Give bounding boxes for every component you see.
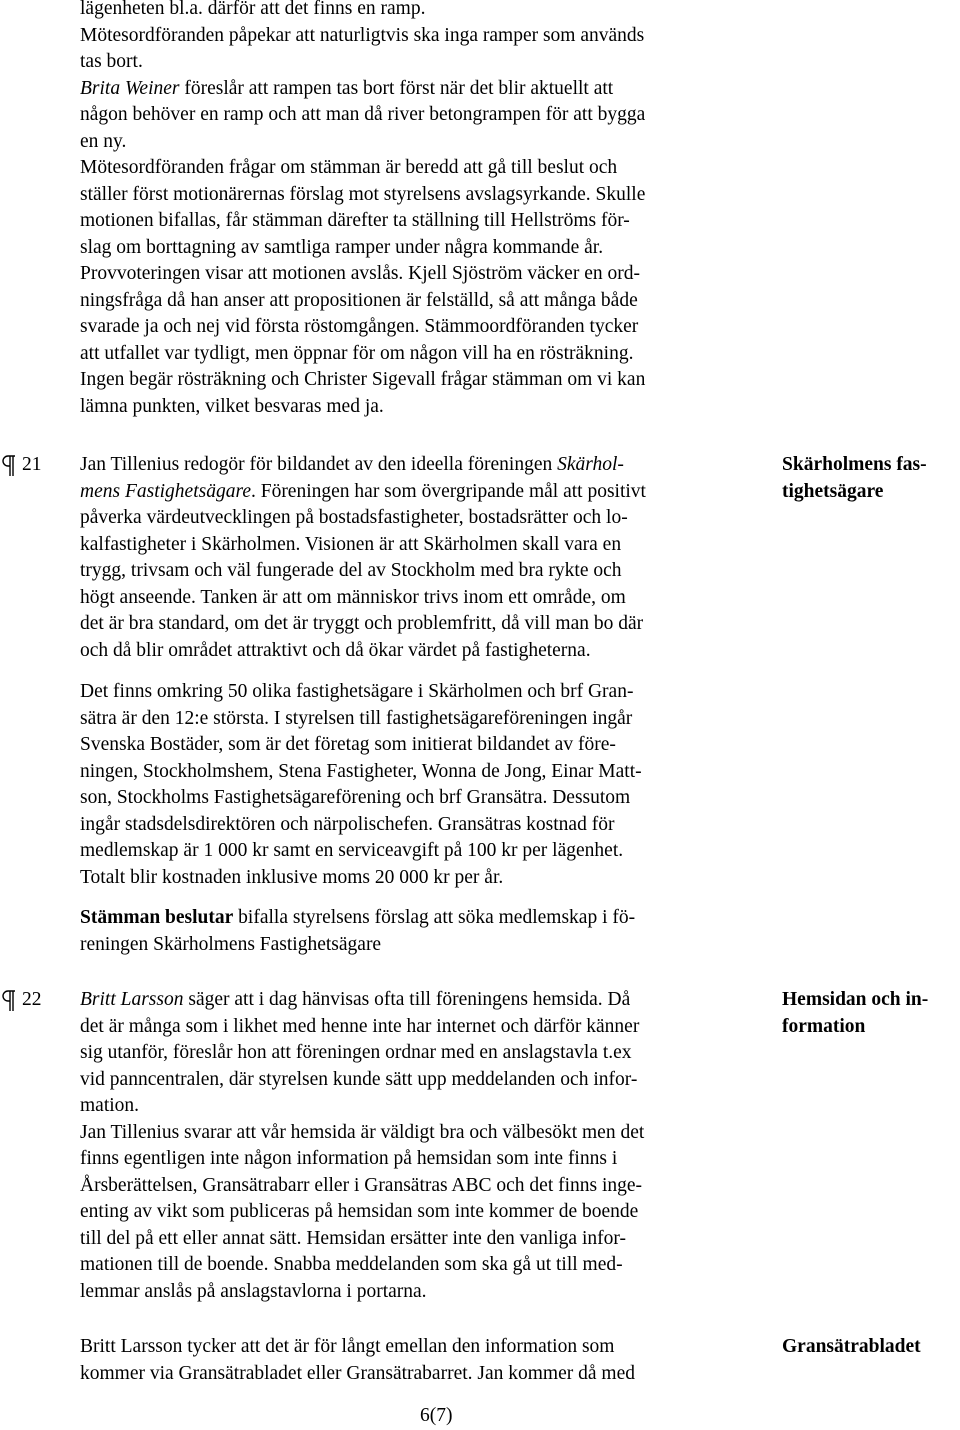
- text-line: lemmar anslås på anslagstavlorna i portarna.: [80, 1280, 427, 1302]
- section-heading-22: [782, 987, 928, 1040]
- text-line: ställer först motionärernas förslag mot styrelsens avslagsyrkande. Skulle: [80, 183, 646, 205]
- pilcrow-icon: [2, 455, 16, 477]
- text-line: Mötesordföranden frågar om stämman är beredd att gå till beslut och: [80, 157, 618, 178]
- text-line: det är bra standard, om det är tryggt och problemfritt, då vill man bo där: [80, 613, 644, 634]
- text-line: kommer via Gransätrabladet eller Gransätrabarret. Jan kommer då med: [80, 1362, 635, 1384]
- text-line: Brita Weiner föreslår att rampen tas bort först när det blir aktuellt att: [80, 77, 614, 99]
- text-line: medlemskap är 1 000 kr samt en serviceavgift på 100 kr per lägenhet.: [80, 840, 624, 861]
- text-line: Jan Tillenius redogör för bildandet av den ideella föreningen Skärhol-: [80, 454, 624, 475]
- text-line: Jan Tillenius svarar att vår hemsida är väldigt bra och välbesökt men det: [80, 1121, 645, 1143]
- text-line: kalfastigheter i Skärholmen. Visionen är att Skärholmen skall vara en: [80, 533, 622, 555]
- section-heading-21-line-2: tighetsägare: [782, 480, 884, 502]
- text-line: trygg, trivsam och väl fungerade del av Stockholm med bra rykte och: [80, 560, 622, 581]
- text-line: Svenska Bostäder, som är det företag som initierat bildandet av före-: [80, 734, 616, 755]
- text-line: svarade ja och nej vid första röstomgången. Stämmoordföranden tycker: [80, 316, 639, 337]
- text-line: Britt Larsson säger att i dag hänvisas ofta till föreningens hemsida. Då: [80, 989, 631, 1010]
- text-line: Provvoteringen visar att motionen avslås. Kjell Sjöström väcker en ord-: [80, 263, 640, 284]
- pilcrow-icon: [2, 990, 16, 1012]
- text-line: Årsberättelsen, Gransätrabarr eller i Gransätras ABC och det finns inge-: [80, 1174, 643, 1196]
- section-number-22: 22: [22, 989, 42, 1010]
- text-line: Det finns omkring 50 olika fastighetsägare i Skärholmen och brf Gran-: [80, 681, 634, 702]
- text-line: att utfallet var tydligt, men öppnar för om någon vill ha en rösträkning.: [80, 342, 634, 364]
- text-line: sig utanför, föreslår hon att föreningen ordnar med en anslagstavla t.ex: [80, 1042, 632, 1063]
- text-line: lägenheten bl.a. därför att det finns en ramp.: [80, 0, 426, 19]
- text-line: Mötesordföranden påpekar att naturligtvis ska inga ramper som används: [80, 24, 645, 46]
- text-line: mation.: [80, 1095, 140, 1116]
- section-number-21: 21: [22, 454, 42, 475]
- text-line: och då blir området attraktivt och då ökar värdet på fastigheterna.: [80, 639, 591, 661]
- sub-heading-gransatrabladet: Gransätrabladet: [782, 1336, 921, 1357]
- text-line: son, Stockholms Fastighetsägareförening och brf Gransätra. Dessutom: [80, 787, 631, 808]
- section-heading-22-line-1: Hemsidan och in-: [782, 989, 929, 1010]
- section-heading-22-line-2: formation: [782, 1015, 866, 1037]
- text-line: påverka värdeutvecklingen på bostadsfastigheter, bostadsrätter och lo-: [80, 507, 628, 528]
- section-heading-21: [782, 452, 927, 505]
- text-line: Britt Larsson tycker att det är för långt emellan den information som: [80, 1336, 615, 1357]
- section-heading-21-line-1: Skärholmens fas-: [782, 454, 927, 475]
- text-line: mationen till de boende. Snabba meddelanden som ska gå ut till med-: [80, 1254, 623, 1275]
- text-line: enting av vikt som publiceras på hemsidan som inte kommer de boende: [80, 1201, 639, 1222]
- text-line: ingår stadsdelsdirektören och närpolischefen. Gransätras kostnad för: [80, 813, 615, 835]
- text-line: vid panncentralen, där styrelsen kunde sätt upp meddelanden och infor-: [80, 1068, 638, 1090]
- text-line: till del på ett eller annat sätt. Hemsidan ersätter inte den vanliga infor-: [80, 1227, 626, 1249]
- text-line: Ingen begär rösträkning och Christer Sigevall frågar stämman om vi kan: [80, 369, 646, 390]
- text-line: ningsfråga då han anser att propositionen är felställd, så att många både: [80, 289, 638, 311]
- text-line: motionen bifallas, får stämman därefter ta ställning till Hellströms för-: [80, 210, 630, 231]
- text-line: en ny.: [80, 130, 127, 152]
- text-line: lämna punkten, vilket besvaras med ja.: [80, 395, 384, 417]
- text-line: Stämman beslutar bifalla styrelsens förslag att söka medlemskap i fö-: [80, 907, 636, 928]
- text-line: reningen Skärholmens Fastighetsägare: [80, 933, 382, 955]
- text-line: högt anseende. Tanken är att om människor trivs inom ett område, om: [80, 586, 626, 608]
- text-line: det är många som i likhet med henne inte har internet och därför känner: [80, 1015, 640, 1037]
- text-line: finns egentligen inte någon information på hemsidan som inte finns i: [80, 1148, 618, 1169]
- text-line: sätra är den 12:e största. I styrelsen till fastighetsägareföreningen ingår: [80, 707, 633, 729]
- text-line: mens Fastighetsägare. Föreningen har som övergripande mål att positivt: [80, 480, 646, 502]
- text-line: ningen, Stockholmshem, Stena Fastigheter, Wonna de Jong, Einar Matt-: [80, 760, 642, 782]
- text-line: någon behöver en ramp och att man då river betongrampen för att bygga: [80, 104, 646, 125]
- text-line: tas bort.: [80, 51, 143, 72]
- page-number: 6(7): [420, 1405, 453, 1426]
- text-line: slag om borttagning av samtliga ramper under några kommande år.: [80, 236, 604, 258]
- text-line: Totalt blir kostnaden inklusive moms 20 000 kr per år.: [80, 866, 504, 888]
